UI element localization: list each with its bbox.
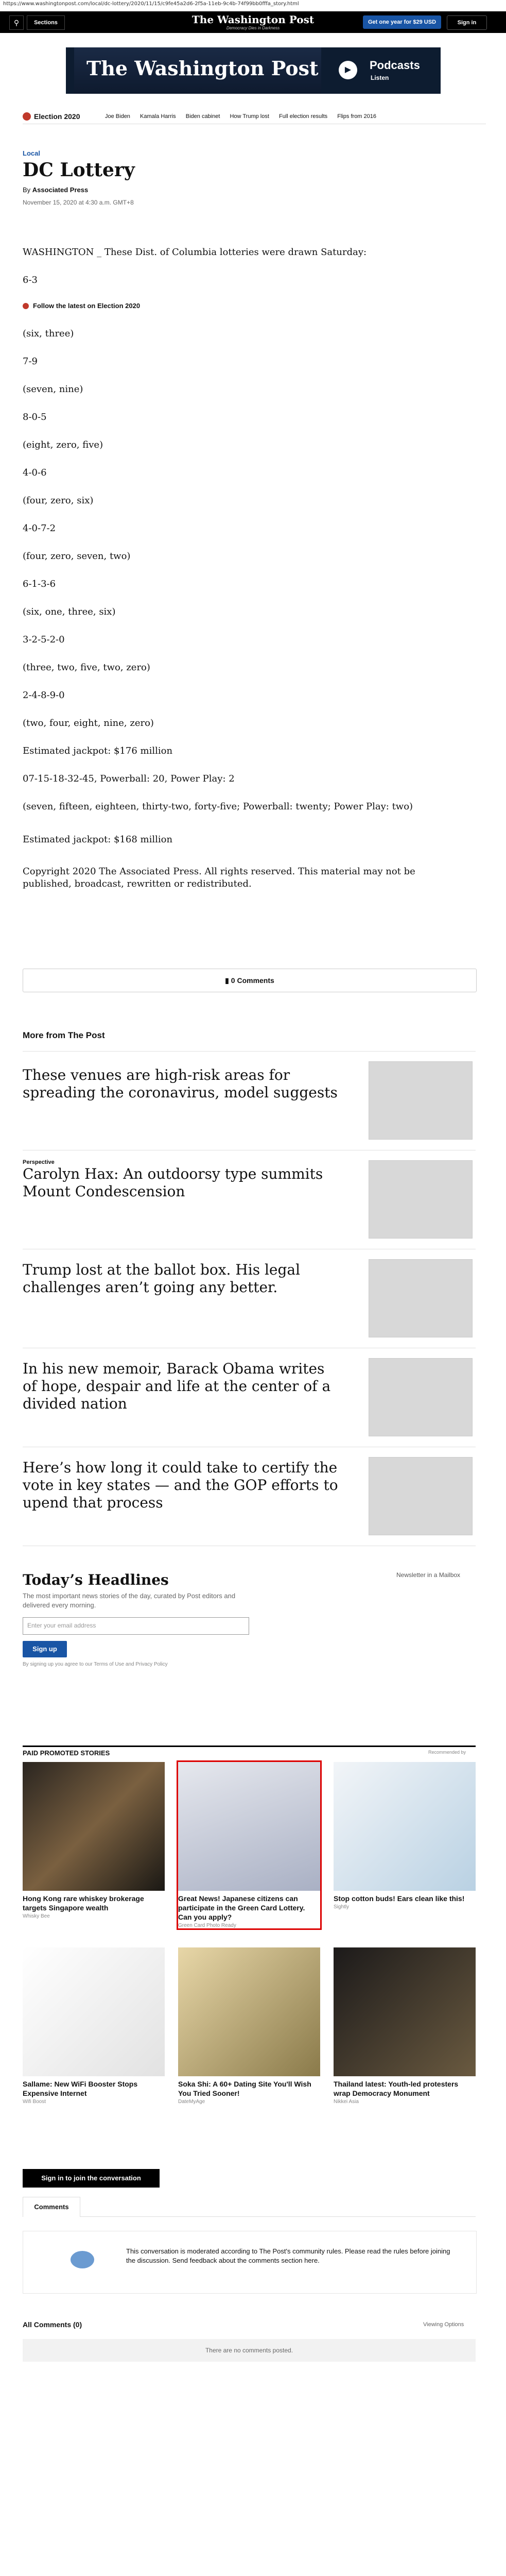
newsletter-description: The most important news stories of the day, curated by Post editors and delivered every morning. <box>23 1592 236 1609</box>
newsletter-signup <box>23 1571 280 1667</box>
promoted-image[interactable] <box>23 1947 165 2076</box>
article-paragraph: 7-9 <box>23 356 38 367</box>
byline-prefix: By <box>23 186 31 194</box>
more-item-headline[interactable]: Here’s how long it could take to certify the vote in key states — and the GOP efforts to upend that process <box>23 1459 338 1511</box>
promoted-source: Wifi Boost <box>23 2099 46 2105</box>
more-item-headline[interactable]: Carolyn Hax: An outdoorsy type summits Mount Condescension <box>23 1165 323 1200</box>
election-title[interactable]: Election 2020 <box>34 112 80 121</box>
sign-up-button[interactable]: Sign up <box>23 1641 67 1657</box>
promoted-title[interactable]: Sallame: New WiFi Booster Stops Expensive Internet <box>23 2080 138 2097</box>
article-paragraph: (four, zero, seven, two) <box>23 551 131 562</box>
election-link[interactable]: How Trump lost <box>230 113 269 120</box>
article-paragraph: (seven, fifteen, eighteen, thirty-two, forty-five; Powerball: twenty; Power Play: two) <box>23 801 413 812</box>
story-thumbnail[interactable] <box>369 1061 473 1140</box>
article-paragraph: 4-0-7-2 <box>23 523 56 534</box>
article-paragraph: Copyright 2020 The Associated Press. All rights reserved. This material may not be published, broadcast, rewritten or redistributed. <box>23 866 415 889</box>
article-paragraph: (two, four, eight, nine, zero) <box>23 718 154 728</box>
promoted-card[interactable] <box>334 1762 476 1910</box>
election-icon <box>23 303 29 309</box>
recommended-by[interactable]: Recommended by <box>428 1750 466 1755</box>
promoted-title[interactable]: Soka Shi: A 60+ Dating Site You'll Wish You Tried Sooner! <box>178 2080 311 2097</box>
subscribe-offer-button[interactable]: Get one year for $29 USD <box>363 15 441 29</box>
promoted-image[interactable] <box>178 1947 320 2076</box>
story-thumbnail[interactable] <box>369 1259 473 1337</box>
promoted-source: Sightly <box>334 1904 350 1910</box>
article-paragraph: 3-2-5-2-0 <box>23 634 65 645</box>
comments-count: 0 Comments <box>231 976 274 985</box>
election-link[interactable]: Full election results <box>278 113 328 120</box>
newsletter-image: Newsletter in a Mailbox <box>396 1571 461 1579</box>
ad-title: Podcasts <box>370 59 420 72</box>
chat-bubble-icon <box>71 2251 94 2268</box>
election-link[interactable]: Flips from 2016 <box>337 113 376 120</box>
promoted-card[interactable] <box>178 1947 320 2105</box>
election-nav <box>23 110 486 124</box>
tab-comments[interactable]: Comments <box>23 2197 80 2217</box>
article-paragraph: (three, two, five, two, zero) <box>23 662 150 673</box>
article-paragraph: Estimated jackpot: $176 million <box>23 745 173 756</box>
more-item-headline[interactable]: These venues are high-risk areas for spreading the coronavirus, model suggests <box>23 1066 338 1101</box>
article-paragraph: (four, zero, six) <box>23 495 94 506</box>
article-paragraph: Estimated jackpot: $168 million <box>23 834 173 845</box>
site-tagline: Democracy Dies in Darkness <box>226 26 280 30</box>
search-icon[interactable]: ⚲ <box>9 15 24 30</box>
empty-comments: There are no comments posted. <box>23 2339 476 2362</box>
election-link[interactable]: Kamala Harris <box>140 113 176 120</box>
promoted-image[interactable] <box>334 1762 476 1891</box>
election-icon <box>23 112 31 121</box>
ad-brand: The Washington Post <box>86 57 319 80</box>
sections-button[interactable]: Sections <box>27 15 65 30</box>
promoted-card[interactable] <box>334 1947 476 2105</box>
article-paragraph: (six, one, three, six) <box>23 606 116 617</box>
divider <box>23 2216 476 2217</box>
promoted-title: PAID PROMOTED STORIES <box>23 1749 110 1757</box>
promoted-title[interactable]: Thailand latest: Youth-led protesters wrap Democracy Monument <box>334 2080 459 2097</box>
podcast-ad[interactable] <box>66 47 441 94</box>
join-conversation-button[interactable]: Sign in to join the conversation <box>23 2169 160 2188</box>
promoted-source: Whisky Bee <box>23 1913 50 1919</box>
top-navigation <box>0 11 506 33</box>
article-header <box>23 149 476 206</box>
article-paragraph: 07-15-18-32-45, Powerball: 20, Power Play: 2 <box>23 773 235 784</box>
browser-url: https://www.washingtonpost.com/local/dc-lottery/2020/11/15/c9fe45a2d6-2f5a-11eb-9c4b-74f99bb0fffa_story.html <box>3 1 299 7</box>
article-paragraph: 4-0-6 <box>23 467 47 478</box>
promoted-title[interactable]: Hong Kong rare whiskey brokerage targets Singapore wealth <box>23 1894 144 1912</box>
comments-button[interactable] <box>23 969 477 992</box>
email-input[interactable]: Enter your email address <box>23 1617 249 1635</box>
moderation-notice <box>23 2231 477 2294</box>
article-paragraph: WASHINGTON _ These Dist. of Columbia lotteries were drawn Saturday: <box>23 247 367 258</box>
more-from-post-title: More from The Post <box>23 1030 105 1040</box>
article-paragraph: 6-3 <box>23 275 38 285</box>
promoted-card[interactable] <box>23 1947 165 2105</box>
election-links <box>105 113 385 120</box>
story-thumbnail[interactable] <box>369 1358 473 1436</box>
article-byline <box>23 186 476 194</box>
article-headline: DC Lottery <box>23 159 135 181</box>
article-paragraph: 2-4-8-9-0 <box>23 690 65 701</box>
more-item-kicker: Perspective <box>23 1159 55 1165</box>
article-paragraph: (six, three) <box>23 328 74 339</box>
ad-cta[interactable]: Listen <box>371 74 389 81</box>
election-link[interactable]: Joe Biden <box>105 113 130 120</box>
moderation-text: This conversation is moderated according to The Post's community rules. Please read the rules before joining the discussion. Send feedback about the comments section here. <box>126 2247 450 2264</box>
play-icon[interactable]: ▶ <box>339 61 357 79</box>
more-item-headline[interactable]: Trump lost at the ballot box. His legal challenges aren’t going any better. <box>23 1261 301 1296</box>
newsletter-title: Today’s Headlines <box>23 1571 169 1588</box>
article-paragraph: 6-1-3-6 <box>23 579 56 589</box>
promoted-card[interactable] <box>178 1762 320 1928</box>
follow-label: Follow the latest on Election 2020 <box>33 302 141 310</box>
promoted-source: Green Card Photo Ready <box>178 1923 236 1928</box>
viewing-options[interactable]: Viewing Options <box>423 2321 464 2328</box>
promoted-image[interactable] <box>178 1762 320 1891</box>
comment-icon: ▮ <box>225 976 229 985</box>
story-thumbnail[interactable] <box>369 1457 473 1535</box>
article-paragraph: (eight, zero, five) <box>23 439 103 450</box>
promoted-title[interactable]: Great News! Japanese citizens can participate in the Green Card Lottery. Can you apply? <box>178 1894 305 1921</box>
follow-election[interactable] <box>23 302 465 310</box>
site-logo[interactable]: The Washington Post <box>191 13 315 26</box>
promoted-image[interactable] <box>23 1762 165 1891</box>
article-dateline: November 15, 2020 at 4:30 a.m. GMT+8 <box>23 199 134 206</box>
divider <box>23 1745 476 1747</box>
divider <box>23 1051 476 1052</box>
privacy-note[interactable]: By signing up you agree to our Terms of Use and Privacy Policy <box>23 1662 168 1667</box>
story-thumbnail[interactable] <box>369 1160 473 1239</box>
promoted-source: Nikkei Asia <box>334 2099 359 2105</box>
sign-in-button[interactable]: Sign in <box>447 15 487 30</box>
more-item-headline[interactable]: In his new memoir, Barack Obama writes of hope, despair and life at the center of a divided nation <box>23 1360 331 1412</box>
article-kicker[interactable]: Local <box>23 149 40 157</box>
byline-author[interactable]: Associated Press <box>32 186 89 194</box>
promoted-image[interactable] <box>334 1947 476 2076</box>
promoted-card[interactable] <box>23 1762 165 1919</box>
promoted-source: DateMyAge <box>178 2099 205 2105</box>
promoted-title[interactable]: Stop cotton buds! Ears clean like this! <box>334 1894 465 1903</box>
article-paragraph: (seven, nine) <box>23 384 83 395</box>
all-comments-heading: All Comments (0) <box>23 2320 82 2329</box>
election-link[interactable]: Biden cabinet <box>185 113 220 120</box>
article-paragraph: 8-0-5 <box>23 412 47 422</box>
